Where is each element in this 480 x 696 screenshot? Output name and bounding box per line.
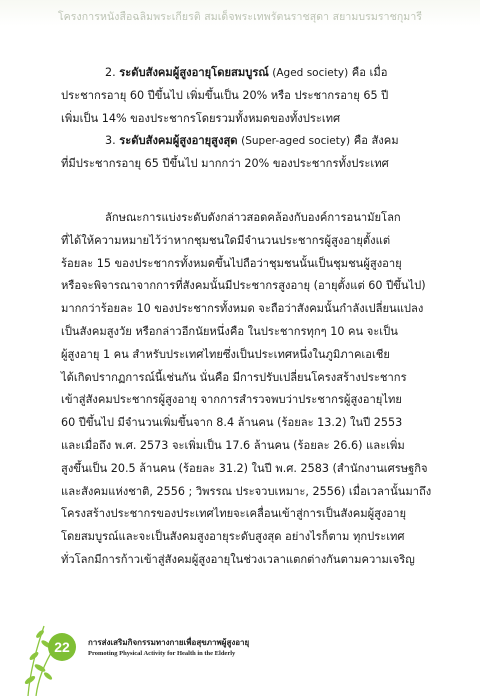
page-number: 22: [48, 633, 76, 661]
footer-book-title: การส่งเสริมกิจกรรมทางกายเพื่อสุขภาพผู้สูงอายุ: [88, 638, 250, 647]
term-aged-society: ระดับสังคมผู้สูงอายุโดยสมบูรณ์: [119, 66, 269, 79]
english-term: (Aged society): [272, 67, 349, 79]
term-super-aged-society: ระดับสังคมผู้สูงอายุสูงสุด: [119, 134, 238, 148]
running-header: โครงการหนังสือฉลิมพระเกียรติ สมเด็จพระเทพรัตนราชสุดา สยามบรมราชกุมารี: [57, 11, 423, 23]
footer-book-subtitle: Promoting Physical Activity for Health in the Elderly: [88, 650, 236, 657]
list-item-aged-society: 2. ระดับสังคมผู้สูงอายุโดยสมบูรณ์ (Aged society) คือ เมื่อ ประชากรอายุ 60 ปีขึ้นไป เพิ่มขึ้นเป็น 20% หรือ ประชากรอายุ 65 ปี เพิ่มเป็น 14% ของประชากรโดยรวมทั้งหมดของทั้งประเทศ: [61, 66, 389, 125]
list-item-super-aged-society: 3. ระดับสังคมผู้สูงอายุสูงสุด (Super-aged society) คือ สังคม ที่มีประชากรอายุ 65 ปีขึ้นไป มากกว่า 20% ของประชากรทั้งประเทศ: [61, 134, 399, 171]
english-term: (Super-aged society): [241, 135, 351, 148]
body-paragraph: ลักษณะการแบ่งระดับดังกล่าวสอดคล้องกับองค์การอนามัยโลก ที่ได้ให้ความหมายไว้ว่าหากชุมชนใดมีจำนวนประชากรผู้สูงอายุตั้งแต่ ร้อยละ 15 ของประชากรทั้งหมดขึ้นไปถือว่าชุมชนนั้นเป็นชุมชนผู้สูงอายุ หรือจะพิจารณาจากการที่สังคมนั้นมีประชากรสูงอายุ (อายุตั้งแต่ 60 ปีขึ้นไป) มากกว่าร้อยละ 10 ของประชากรทั้งหมด จะถือว่าสังคมนั้นกำลังเปลี่ยนแปลง เป็นสังคมสูงวัย หรือกล่าวอีกนัยหนึ่งคือ ในประชากรทุกๆ 10 คน จะเป็น ผู้สูงอายุ 1 คน สำหรับประเทศไทยซึ่งเป็นประเทศหนึ่งในภูมิภาคเอเชีย ได้เกิดปรากฏการณ์นี้เช่นกัน นั่นคือ มีการปรับเปลี่ยนโครงสร้างประชากร เข้าสู่สังคมประชากรผู้สูงอายุ จากการสำรวจพบว่าประชากรผู้สูงอายุไทย 60 ปีขึ้นไป มีจำนวนเพิ่มขึ้นจาก 8.4 ล้านคน (ร้อยละ 13.2) ในปี 2553 และเมื่อถึง พ.ศ. 2573 จะเพิ่มเป็น 17.6 ล้านคน (ร้อยละ 26.6) และเพิ่ม สูงขึ้นเป็น 20.5 ล้านคน (ร้อยละ 31.2) ในปี พ.ศ. 2583 (สำนักงานเศรษฐกิจ และสังคมแห่งชาติ, 2556 ; วิพรรณ ประจวบเหมาะ, 2556) เมื่อเวลานั้นมาถึง โครงสร้างประชากรของประเทศไทยจะเคลื่อนเข้าสู่การเป็นสังคมผู้สูงอายุ โดยสมบูรณ์และจะเป็นสังคมสูงอายุระดับสูงสุด อย่างไรก็ตาม ทุกประเทศ ทั่วโลกมีการก้าวเข้าสู่สังคมผู้สูงอายุในช่วงเวลาแตกต่างกันตามความเจริญ: [61, 210, 432, 566]
